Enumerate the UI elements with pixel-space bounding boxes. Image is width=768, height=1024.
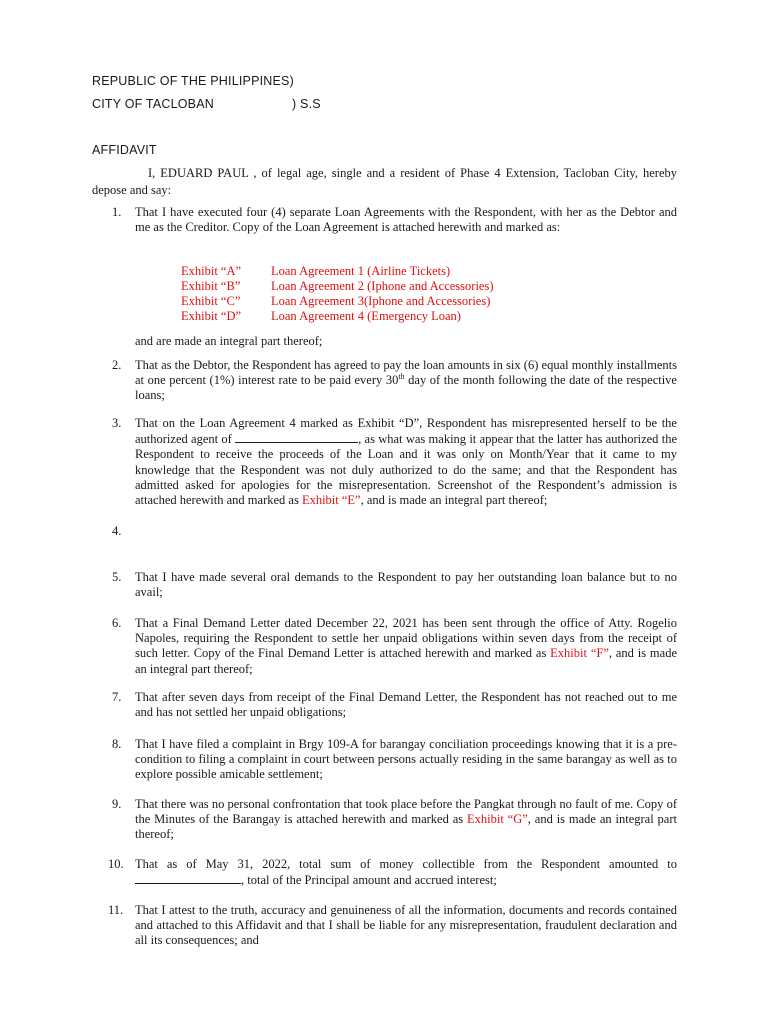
header-city: CITY OF TACLOBAN	[92, 97, 214, 111]
ordinal-superscript: th	[398, 372, 405, 382]
item-text: That I attest to the truth, accuracy and genuineness of all the information, documents and records contained and attached to this Affidavit and that I shall be liable for any misrepresentation, fraudulent declaration and all its consequences; and	[135, 903, 677, 948]
item-text-part: , total of the Principal amount and accrued interest;	[241, 873, 497, 888]
item-text-part: That as the Debtor, the Respondent has agreed to pay the loan amounts in six (6) equal monthly installments at one percent (1%) interest rate to be paid every 30	[135, 358, 677, 388]
item-number: 6.	[112, 616, 122, 630]
exhibit-reference: Exhibit “F”	[550, 646, 609, 661]
item-text	[135, 616, 677, 677]
item-text-part: That as of May 31, 2022, total sum of money collectible from the Respondent amounted to	[135, 857, 677, 871]
item-number: 1.	[112, 205, 122, 219]
item-text: That after seven days from receipt of the Final Demand Letter, the Respondent has not reached out to me and has not settled her unpaid obligations;	[135, 690, 677, 720]
item-text-part: That on the Loan Agreement 4 marked as Exhibit “D”, Respondent has misrepresented herself to be the authorized agent of	[135, 416, 677, 447]
item-text: That I have made several oral demands to the Respondent to pay her outstanding loan balance but to no avail;	[135, 570, 677, 600]
item-text: That I have filed a complaint in Brgy 109-A for barangay conciliation proceedings knowing that it is a pre-condition to filing a complaint in court between persons actually residing in the same barangay as well as to explore possible amicable settlement;	[135, 737, 677, 782]
item-number: 10.	[108, 857, 124, 871]
item-text	[135, 857, 677, 888]
document-title: AFFIDAVIT	[92, 143, 157, 157]
item-number: 3.	[112, 416, 122, 430]
item-text	[135, 797, 677, 843]
item-text-part: day of the month following the date of the respective loans;	[135, 373, 677, 403]
exhibit-reference: Exhibit “G”	[467, 812, 528, 827]
header-ss: ) S.S	[292, 97, 321, 111]
item-text-part: That a Final Demand Letter dated December 22, 2021 has been sent through the office of Atty. Rogelio Napoles, requiring the Respondent to settle her unpaid obligations within seven days from the receipt of such letter. Copy of the Final Demand Letter is attached herewith and marked as	[135, 616, 677, 661]
item-text-part: , and is made an integral part thereof;	[360, 493, 548, 508]
exhibit-description: Loan Agreement 3(Iphone and Accessories)	[271, 294, 491, 308]
exhibit-description: Loan Agreement 1 (Airline Tickets)	[271, 264, 451, 278]
exhibit-reference: Exhibit “E”	[301, 493, 361, 508]
item-text	[135, 358, 677, 404]
exhibit-label: Exhibit “B”	[181, 279, 241, 293]
item-number: 9.	[112, 797, 122, 811]
header-city-line	[92, 97, 321, 111]
item-number: 11.	[108, 903, 124, 917]
exhibit-label: Exhibit “C”	[181, 294, 241, 308]
exhibits-closing-text: and are made an integral part thereof;	[135, 334, 323, 348]
item-text-part: , and is made an integral part thereof;	[135, 646, 677, 676]
item-text-part: That there was no personal confrontation that took place before the Pangkat through no fault of me. Copy of the Minutes of the Barangay is attached herewith and marked as	[135, 797, 677, 827]
exhibit-label: Exhibit “A”	[181, 264, 242, 278]
exhibit-description: Loan Agreement 2 (Iphone and Accessories)	[271, 279, 494, 293]
item-number: 7.	[112, 690, 122, 704]
item-number: 8.	[112, 737, 122, 751]
item-text-part: , and is made an integral part thereof;	[135, 812, 677, 842]
item-text	[135, 416, 677, 508]
agent-name-blank	[235, 431, 358, 443]
header-republic: REPUBLIC OF THE PHILIPPINES)	[92, 74, 294, 88]
exhibit-label: Exhibit “D”	[181, 309, 242, 323]
intro-paragraph: I, EDUARD PAUL , of legal age, single and a resident of Phase 4 Extension, Tacloban City, hereby depose and say:	[92, 166, 677, 197]
item-text-part: , as what was making it appear that the latter has authorized the Respondent to receive the proceeds of the Loan and it was only on Month/Year that it came to my knowledge that the Respondent was not duly authorized to do the same; and that the Respondent has admitted asked for apologies for the misrepresentation. Screenshot of the Respondent’s admission is attached herewith and marked as	[135, 432, 677, 508]
item-number: 2.	[112, 358, 122, 372]
exhibit-description: Loan Agreement 4 (Emergency Loan)	[271, 309, 461, 323]
item-number: 4.	[112, 524, 122, 538]
item-text: That I have executed four (4) separate Loan Agreements with the Respondent, with her as the Debtor and me as the Creditor. Copy of the Loan Agreement is attached herewith and marked as:	[135, 205, 677, 235]
item-number: 5.	[112, 570, 122, 584]
amount-blank	[135, 872, 241, 884]
